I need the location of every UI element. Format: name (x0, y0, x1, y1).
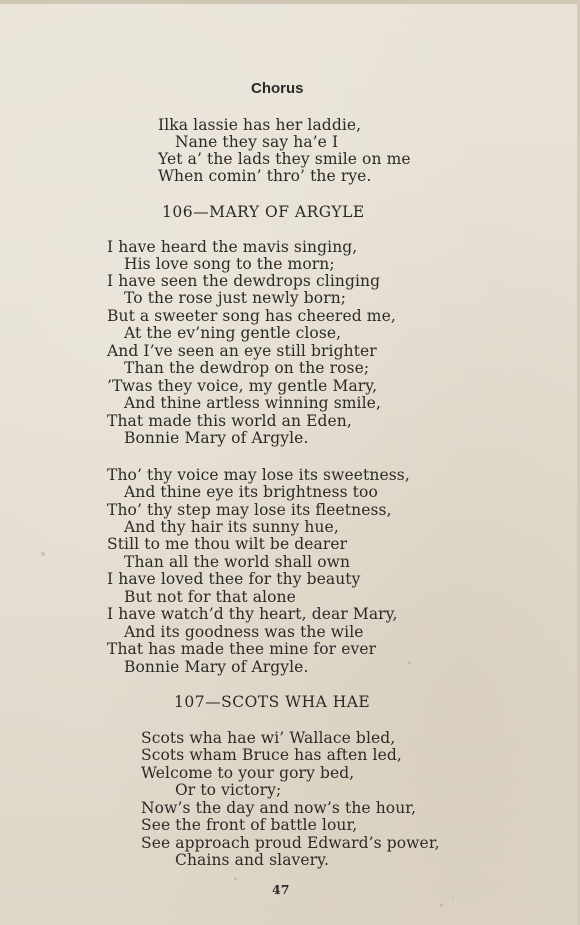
paper-speck (234, 877, 237, 880)
verse-line: And thy hair its sunny hue, (124, 518, 339, 536)
verse-line: See the front of battle lour, (141, 816, 358, 834)
verse-line: And thine artless winning smile, (124, 394, 381, 412)
page-number: 47 (272, 882, 290, 897)
chorus-line: When comin’ thro’ the rye. (158, 167, 372, 185)
verse-line: Bonnie Mary of Argyle. (124, 429, 309, 447)
song-title-107: 107—SCOTS WHA HAE (174, 693, 371, 711)
verse-line: I have heard the mavis singing, (107, 238, 358, 256)
chorus-line: Ilka lassie has her laddie, (158, 116, 362, 134)
verse-line: Bonnie Mary of Argyle. (124, 658, 309, 676)
chorus-line: Yet a’ the lads they smile on me (158, 150, 411, 168)
verse-line: Welcome to your gory bed, (141, 764, 355, 782)
verse-line: Than the dewdrop on the rose; (124, 359, 370, 377)
verse-line: And I’ve seen an eye still brighter (107, 342, 377, 360)
chorus-heading: Chorus (251, 80, 304, 97)
verse-line: Scots wham Bruce has aften led, (141, 746, 402, 764)
verse-line: See approach proud Edward’s power, (141, 834, 440, 852)
page-edge-top (0, 0, 580, 4)
verse-line: Now’s the day and now’s the hour, (141, 799, 417, 817)
song-title-106: 106—MARY OF ARGYLE (162, 203, 365, 221)
verse-line: Tho’ thy step may lose its fleetness, (107, 501, 392, 519)
verse-line: I have watch’d thy heart, dear Mary, (107, 605, 398, 623)
verse-line: And its goodness was the wile (124, 623, 364, 641)
verse-line: Tho’ thy voice may lose its sweetness, (107, 466, 410, 484)
verse-line: But a sweeter song has cheered me, (107, 307, 396, 325)
verse-line: To the rose just newly born; (124, 289, 347, 307)
verse-line: Or to victory; (175, 781, 282, 799)
paper-speck (452, 897, 454, 899)
paper-speck (408, 661, 411, 664)
verse-line: That made this world an Eden, (107, 412, 352, 430)
verse-line: Still to me thou wilt be dearer (107, 535, 348, 553)
verse-line: At the ev’ning gentle close, (124, 324, 342, 342)
chorus-line: Nane they say ha’e I (175, 133, 339, 151)
verse-line: I have loved thee for thy beauty (107, 570, 361, 588)
paper-speck (41, 552, 45, 556)
verse-line: Chains and slavery. (175, 851, 329, 869)
verse-line: That has made thee mine for ever (107, 640, 377, 658)
verse-line: Than all the world shall own (124, 553, 351, 571)
verse-line: His love song to the morn; (124, 255, 335, 273)
verse-line: Scots wha hae wi’ Wallace bled, (141, 729, 396, 747)
paper-speck (440, 904, 443, 907)
verse-line: And thine eye its brightness too (124, 483, 378, 501)
verse-line: I have seen the dewdrops clinging (107, 272, 381, 290)
verse-line: But not for that alone (124, 588, 296, 606)
verse-line: ’Twas they voice, my gentle Mary, (107, 377, 378, 395)
